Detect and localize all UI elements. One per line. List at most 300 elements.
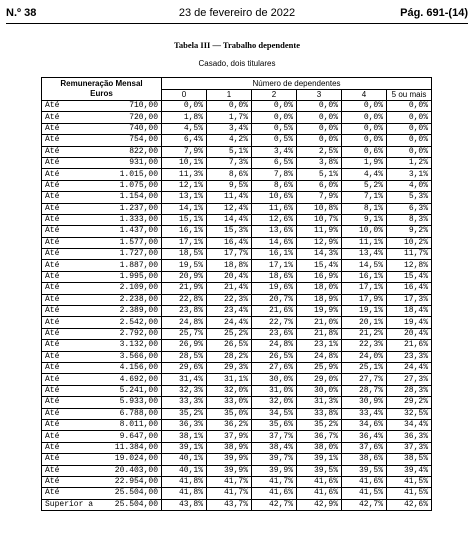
rate-cell: 41,7% — [252, 476, 297, 487]
rate-cell: 8,1% — [342, 203, 387, 214]
rate-cell: 24,8% — [162, 317, 207, 328]
row-amount: 22.954,00 — [90, 476, 162, 487]
rate-cell: 19,5% — [162, 260, 207, 271]
row-amount: 5.241,00 — [90, 385, 162, 396]
rate-cell: 33,3% — [162, 397, 207, 408]
row-amount: 19.024,00 — [90, 454, 162, 465]
rate-cell: 37,7% — [252, 431, 297, 442]
rate-cell: 3,4% — [252, 146, 297, 157]
rate-cell: 3,8% — [297, 157, 342, 168]
row-amount: 25.504,00 — [90, 488, 162, 499]
rate-cell: 19,9% — [297, 306, 342, 317]
rate-cell: 0,0% — [252, 112, 297, 123]
rate-cell: 18,5% — [162, 249, 207, 260]
row-label: Até — [42, 214, 90, 225]
row-amount: 1.887,00 — [90, 260, 162, 271]
row-label: Até — [42, 374, 90, 385]
row-amount: 822,00 — [90, 146, 162, 157]
row-label: Até — [42, 180, 90, 191]
rate-cell: 18,0% — [297, 283, 342, 294]
rate-cell: 18,8% — [207, 260, 252, 271]
dependents-column-4: 4 — [342, 90, 387, 101]
rate-cell: 17,1% — [252, 260, 297, 271]
table-row — [42, 146, 432, 157]
row-amount: 8.011,00 — [90, 419, 162, 430]
remuneration-header — [42, 78, 162, 101]
table-row — [42, 135, 432, 146]
rate-cell: 19,1% — [342, 306, 387, 317]
row-label: Até — [42, 203, 90, 214]
rate-cell: 20,4% — [207, 271, 252, 282]
row-label: Até — [42, 146, 90, 157]
rate-cell: 14,4% — [207, 214, 252, 225]
rate-cell: 29,3% — [207, 362, 252, 373]
rate-cell: 5,1% — [297, 169, 342, 180]
rate-cell: 22,3% — [207, 294, 252, 305]
rate-cell: 11,7% — [387, 249, 432, 260]
rate-cell: 38,0% — [297, 442, 342, 453]
table-row — [42, 431, 432, 442]
rate-cell: 9,1% — [342, 214, 387, 225]
row-label: Até — [42, 123, 90, 134]
rate-cell: 9,2% — [387, 226, 432, 237]
rate-cell: 28,3% — [387, 385, 432, 396]
rate-cell: 13,1% — [162, 192, 207, 203]
rate-cell: 10,0% — [342, 226, 387, 237]
rate-cell: 21,8% — [297, 328, 342, 339]
rate-cell: 21,9% — [162, 283, 207, 294]
rate-cell: 14,1% — [162, 203, 207, 214]
rate-cell: 3,1% — [387, 169, 432, 180]
rate-cell: 7,1% — [342, 192, 387, 203]
rate-cell: 20,7% — [252, 294, 297, 305]
rate-cell: 25,1% — [342, 362, 387, 373]
issue-number: N.º 38 — [6, 7, 37, 19]
row-label: Até — [42, 249, 90, 260]
rate-cell: 16,9% — [297, 271, 342, 282]
row-amount: 1.333,00 — [90, 214, 162, 225]
rate-cell: 21,6% — [387, 340, 432, 351]
rate-cell: 31,0% — [252, 385, 297, 396]
rate-cell: 0,0% — [297, 101, 342, 112]
rate-cell: 35,6% — [252, 419, 297, 430]
table-row — [42, 454, 432, 465]
row-amount: 2.389,00 — [90, 306, 162, 317]
table-row — [42, 374, 432, 385]
table-row — [42, 488, 432, 499]
rate-cell: 41,6% — [297, 488, 342, 499]
table-row — [42, 465, 432, 476]
rate-cell: 19,6% — [252, 283, 297, 294]
row-amount: 4.692,00 — [90, 374, 162, 385]
rate-cell: 11,1% — [342, 237, 387, 248]
rate-cell: 26,5% — [207, 340, 252, 351]
row-amount: 5.933,00 — [90, 397, 162, 408]
dependents-header: Número de dependentes — [162, 78, 432, 90]
table-row — [42, 180, 432, 191]
rate-cell: 28,7% — [342, 385, 387, 396]
rate-cell: 41,7% — [207, 488, 252, 499]
rate-cell: 29,6% — [162, 362, 207, 373]
rate-cell: 12,4% — [207, 203, 252, 214]
dependents-column-1: 1 — [207, 90, 252, 101]
row-amount: 11.384,00 — [90, 442, 162, 453]
rate-cell: 34,6% — [342, 419, 387, 430]
rate-cell: 6,4% — [162, 135, 207, 146]
rate-cell: 30,0% — [297, 385, 342, 396]
rate-cell: 32,0% — [207, 385, 252, 396]
rate-cell: 30,9% — [342, 397, 387, 408]
rate-cell: 36,4% — [342, 431, 387, 442]
rate-cell: 21,2% — [342, 328, 387, 339]
table-row — [42, 271, 432, 282]
rate-cell: 24,0% — [342, 351, 387, 362]
rate-cell: 8,6% — [207, 169, 252, 180]
row-label: Até — [42, 192, 90, 203]
table-row — [42, 112, 432, 123]
rate-cell: 27,3% — [387, 374, 432, 385]
rate-cell: 36,3% — [162, 419, 207, 430]
issue-date: 23 de fevereiro de 2022 — [178, 7, 296, 19]
rate-cell: 16,4% — [387, 283, 432, 294]
rate-cell: 2,5% — [297, 146, 342, 157]
rate-cell: 42,7% — [252, 499, 297, 510]
row-amount: 2.542,00 — [90, 317, 162, 328]
rate-cell: 12,1% — [162, 180, 207, 191]
rate-cell: 31,1% — [207, 374, 252, 385]
row-amount: 2.792,00 — [90, 328, 162, 339]
rate-cell: 0,5% — [252, 123, 297, 134]
rate-cell: 10,6% — [252, 192, 297, 203]
rate-cell: 38,1% — [162, 431, 207, 442]
table-row — [42, 328, 432, 339]
rate-cell: 33,4% — [342, 408, 387, 419]
row-label: Até — [42, 340, 90, 351]
rate-cell: 20,9% — [162, 271, 207, 282]
rate-cell: 5,2% — [342, 180, 387, 191]
rate-cell: 18,6% — [252, 271, 297, 282]
rate-cell: 1,8% — [162, 112, 207, 123]
dependents-column-3: 3 — [297, 90, 342, 101]
rate-cell: 12,8% — [387, 260, 432, 271]
rate-cell: 7,9% — [297, 192, 342, 203]
row-amount: 1.437,00 — [90, 226, 162, 237]
rate-cell: 28,2% — [207, 351, 252, 362]
rate-cell: 41,6% — [342, 476, 387, 487]
rate-cell: 38,4% — [252, 442, 297, 453]
table-row — [42, 476, 432, 487]
rate-cell: 33,8% — [297, 408, 342, 419]
remuneration-header-line2: Euros — [90, 89, 113, 98]
row-label: Até — [42, 306, 90, 317]
rate-cell: 21,0% — [297, 317, 342, 328]
rate-cell: 1,7% — [207, 112, 252, 123]
rate-cell: 29,0% — [297, 374, 342, 385]
rate-cell: 24,4% — [387, 362, 432, 373]
rate-cell: 28,5% — [162, 351, 207, 362]
row-amount: 4.156,00 — [90, 362, 162, 373]
rate-cell: 16,1% — [162, 226, 207, 237]
rate-cell: 41,7% — [207, 476, 252, 487]
rate-cell: 39,4% — [387, 465, 432, 476]
row-amount: 6.788,00 — [90, 408, 162, 419]
row-label: Até — [42, 112, 90, 123]
rate-cell: 11,3% — [162, 169, 207, 180]
rate-cell: 4,0% — [387, 180, 432, 191]
row-amount: 740,00 — [90, 123, 162, 134]
rate-cell: 42,7% — [342, 499, 387, 510]
row-label: Até — [42, 226, 90, 237]
table-row — [42, 123, 432, 134]
rate-cell: 33,0% — [207, 397, 252, 408]
rate-cell: 23,8% — [162, 306, 207, 317]
row-label: Até — [42, 260, 90, 271]
table-row — [42, 237, 432, 248]
row-amount: 1.237,00 — [90, 203, 162, 214]
rate-cell: 34,4% — [387, 419, 432, 430]
rate-cell: 15,4% — [297, 260, 342, 271]
rate-cell: 39,7% — [252, 454, 297, 465]
row-label: Até — [42, 408, 90, 419]
rate-cell: 17,7% — [207, 249, 252, 260]
rate-cell: 22,3% — [342, 340, 387, 351]
rate-cell: 21,4% — [207, 283, 252, 294]
table-row — [42, 419, 432, 430]
rate-cell: 5,1% — [207, 146, 252, 157]
table-row — [42, 214, 432, 225]
rate-cell: 0,0% — [252, 101, 297, 112]
rate-cell: 39,1% — [297, 454, 342, 465]
rate-cell: 36,2% — [207, 419, 252, 430]
rate-cell: 27,7% — [342, 374, 387, 385]
row-amount: 1.577,00 — [90, 237, 162, 248]
rate-cell: 41,5% — [342, 488, 387, 499]
rate-cell: 0,0% — [162, 101, 207, 112]
row-amount: 720,00 — [90, 112, 162, 123]
row-label: Até — [42, 385, 90, 396]
rate-cell: 0,0% — [342, 101, 387, 112]
rate-cell: 36,3% — [387, 431, 432, 442]
table-row — [42, 226, 432, 237]
rate-cell: 35,0% — [207, 408, 252, 419]
row-label: Até — [42, 157, 90, 168]
rate-cell: 42,6% — [387, 499, 432, 510]
rate-cell: 31,4% — [162, 374, 207, 385]
rate-cell: 32,0% — [252, 397, 297, 408]
rate-cell: 35,2% — [297, 419, 342, 430]
rate-cell: 32,5% — [387, 408, 432, 419]
rate-cell: 29,2% — [387, 397, 432, 408]
rate-cell: 0,0% — [297, 123, 342, 134]
rate-cell: 18,9% — [297, 294, 342, 305]
rate-cell: 0,6% — [342, 146, 387, 157]
row-label: Até — [42, 169, 90, 180]
table-row — [42, 362, 432, 373]
table-row — [42, 408, 432, 419]
rate-cell: 26,9% — [162, 340, 207, 351]
rate-cell: 15,3% — [207, 226, 252, 237]
rate-cell: 13,6% — [252, 226, 297, 237]
row-label: Até — [42, 488, 90, 499]
rate-cell: 0,0% — [297, 135, 342, 146]
rate-cell: 26,5% — [252, 351, 297, 362]
row-label: Até — [42, 431, 90, 442]
rate-cell: 7,3% — [207, 157, 252, 168]
rate-cell: 8,6% — [252, 180, 297, 191]
rate-cell: 19,4% — [387, 317, 432, 328]
rate-cell: 27,6% — [252, 362, 297, 373]
rate-cell: 24,8% — [297, 351, 342, 362]
table-row — [42, 397, 432, 408]
row-amount: 931,00 — [90, 157, 162, 168]
rate-cell: 23,4% — [207, 306, 252, 317]
rate-cell: 4,5% — [162, 123, 207, 134]
row-label: Até — [42, 465, 90, 476]
table-row — [42, 442, 432, 453]
row-amount: 20.403,00 — [90, 465, 162, 476]
table-row — [42, 317, 432, 328]
row-label: Até — [42, 101, 90, 112]
table-row — [42, 203, 432, 214]
rate-cell: 16,1% — [252, 249, 297, 260]
rate-cell: 39,5% — [342, 465, 387, 476]
rate-cell: 31,3% — [297, 397, 342, 408]
rate-cell: 41,8% — [162, 476, 207, 487]
rate-cell: 9,5% — [207, 180, 252, 191]
rate-cell: 11,9% — [297, 226, 342, 237]
rate-cell: 8,3% — [387, 214, 432, 225]
rate-cell: 0,0% — [387, 123, 432, 134]
row-amount: 1.154,00 — [90, 192, 162, 203]
remuneration-header-line1: Remuneração Mensal — [60, 79, 143, 88]
row-amount: 2.238,00 — [90, 294, 162, 305]
rate-cell: 24,4% — [207, 317, 252, 328]
rate-cell: 6,3% — [387, 203, 432, 214]
rate-cell: 21,6% — [252, 306, 297, 317]
rate-cell: 4,4% — [342, 169, 387, 180]
table-row — [42, 306, 432, 317]
row-label: Até — [42, 476, 90, 487]
table-row — [42, 351, 432, 362]
table-row — [42, 157, 432, 168]
rate-cell: 0,0% — [207, 101, 252, 112]
rate-cell: 34,5% — [252, 408, 297, 419]
rate-cell: 0,0% — [387, 101, 432, 112]
table-row — [42, 249, 432, 260]
rate-cell: 14,3% — [297, 249, 342, 260]
rate-cell: 39,9% — [207, 465, 252, 476]
row-label: Até — [42, 454, 90, 465]
table-row — [42, 385, 432, 396]
rate-cell: 7,8% — [252, 169, 297, 180]
row-amount: 1.727,00 — [90, 249, 162, 260]
rate-cell: 32,3% — [162, 385, 207, 396]
row-label: Até — [42, 317, 90, 328]
row-label: Até — [42, 294, 90, 305]
rate-cell: 0,0% — [387, 135, 432, 146]
rate-cell: 40,1% — [162, 454, 207, 465]
row-label: Até — [42, 362, 90, 373]
rate-cell: 35,2% — [162, 408, 207, 419]
row-amount: 1.075,00 — [90, 180, 162, 191]
rate-cell: 14,6% — [252, 237, 297, 248]
rate-cell: 24,8% — [252, 340, 297, 351]
row-label: Até — [42, 135, 90, 146]
row-label: Até — [42, 283, 90, 294]
row-label: Até — [42, 328, 90, 339]
rate-cell: 15,4% — [387, 271, 432, 282]
rate-cell: 0,5% — [252, 135, 297, 146]
table-title: Tabela III — Trabalho dependente — [174, 40, 300, 50]
rate-cell: 41,6% — [297, 476, 342, 487]
rate-cell: 22,7% — [252, 317, 297, 328]
rate-cell: 3,4% — [207, 123, 252, 134]
rate-cell: 38,6% — [342, 454, 387, 465]
rate-cell: 25,9% — [297, 362, 342, 373]
rate-cell: 41,6% — [252, 488, 297, 499]
rate-cell: 40,1% — [162, 465, 207, 476]
row-amount: 710,00 — [90, 101, 162, 112]
rate-cell: 4,2% — [207, 135, 252, 146]
row-amount: 2.109,00 — [90, 283, 162, 294]
row-label: Até — [42, 419, 90, 430]
rate-cell: 0,0% — [387, 112, 432, 123]
rate-cell: 1,2% — [387, 157, 432, 168]
row-label: Superior a — [42, 499, 90, 510]
row-amount: 9.647,00 — [90, 431, 162, 442]
rate-cell: 15,1% — [162, 214, 207, 225]
rate-cell: 39,1% — [162, 442, 207, 453]
table-subtitle: Casado, dois titulares — [198, 59, 276, 68]
rate-cell: 1,9% — [342, 157, 387, 168]
rate-cell: 10,1% — [162, 157, 207, 168]
header-divider — [6, 23, 468, 24]
withholding-table — [41, 77, 432, 511]
row-label: Até — [42, 271, 90, 282]
rate-cell: 41,5% — [387, 476, 432, 487]
rate-cell: 30,0% — [252, 374, 297, 385]
rate-cell: 12,9% — [297, 237, 342, 248]
rate-cell: 20,4% — [387, 328, 432, 339]
row-label: Até — [42, 442, 90, 453]
table-row — [42, 192, 432, 203]
rate-cell: 14,5% — [342, 260, 387, 271]
rate-cell: 11,6% — [252, 203, 297, 214]
dependents-column-5: 5 ou mais — [387, 90, 432, 101]
rate-cell: 10,7% — [297, 214, 342, 225]
rate-cell: 25,7% — [162, 328, 207, 339]
rate-cell: 6,0% — [297, 180, 342, 191]
rate-cell: 37,6% — [342, 442, 387, 453]
rate-cell: 37,9% — [207, 431, 252, 442]
rate-cell: 41,8% — [162, 488, 207, 499]
table-row — [42, 169, 432, 180]
rate-cell: 17,3% — [387, 294, 432, 305]
rate-cell: 18,4% — [387, 306, 432, 317]
rate-cell: 41,5% — [387, 488, 432, 499]
table-row — [42, 260, 432, 271]
row-amount: 1.015,00 — [90, 169, 162, 180]
rate-cell: 0,0% — [297, 112, 342, 123]
rate-cell: 23,1% — [297, 340, 342, 351]
rate-cell: 10,8% — [297, 203, 342, 214]
rate-cell: 5,3% — [387, 192, 432, 203]
row-amount: 25.504,00 — [90, 499, 162, 510]
rate-cell: 39,9% — [252, 465, 297, 476]
row-amount: 754,00 — [90, 135, 162, 146]
rate-cell: 16,1% — [342, 271, 387, 282]
rate-cell: 13,4% — [342, 249, 387, 260]
